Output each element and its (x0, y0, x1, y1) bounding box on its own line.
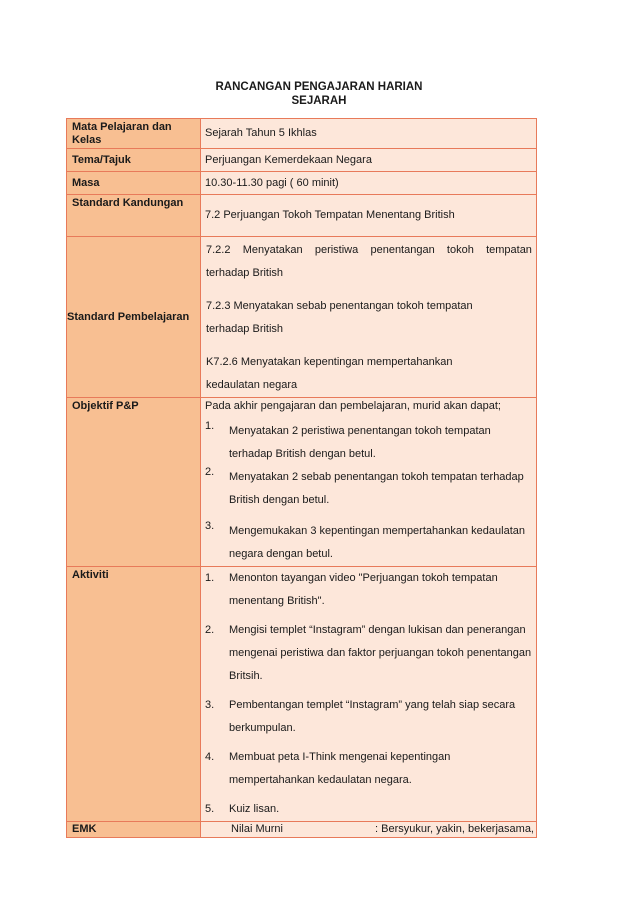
s1-word: 7.2.2 (206, 244, 231, 256)
row-activity (67, 567, 537, 822)
row-objective (67, 398, 537, 567)
list-item (205, 420, 532, 466)
item-text: Mengisi templet “Instagram” dengan lukisan dan penerangan mengenai peristiwa dan faktor perjuangan tokoh penentangan Britsih. (229, 624, 532, 682)
list-item (205, 466, 532, 512)
emk-label: EMK (67, 822, 201, 838)
item-text: Menyatakan 2 sebab penentangan tokoh tempatan terhadap British dengan betul. (229, 471, 524, 506)
item-number: 1. (205, 572, 215, 584)
time-value: 10.30-11.30 pagi ( 60 minit) (201, 172, 537, 195)
emk-key: Nilai Murni (231, 823, 283, 835)
subject-label: Mata Pelajaran dan Kelas (67, 119, 201, 149)
s1-word: Menyatakan (242, 244, 303, 256)
row-emk (67, 822, 537, 838)
item-number: 3. (205, 699, 215, 711)
title-line-2: SEJARAH (291, 95, 347, 107)
emk-text: : Bersyukur, yakin, bekerjasama, (375, 823, 534, 835)
item-number: 2. (205, 466, 215, 478)
list-item (205, 694, 532, 740)
title-line-1: RANCANGAN PENGAJARAN HARIAN (215, 81, 423, 93)
item-text: Menyatakan 2 peristiwa penentangan tokoh tempatan terhadap British dengan betul. (229, 425, 491, 460)
activity-label: Aktiviti (67, 567, 201, 822)
s1-word: tokoh (446, 244, 474, 256)
time-label: Masa (67, 172, 201, 195)
learning-standard-label: Standard Pembelajaran (67, 237, 201, 398)
lesson-plan-table (66, 118, 537, 838)
list-item (205, 520, 532, 566)
learning-standard-3-line-2: kedaulatan negara (206, 379, 298, 391)
item-number: 3. (205, 520, 215, 532)
learning-standard-2-line-2: terhadap British (206, 323, 284, 335)
list-item (205, 619, 532, 688)
objective-intro: Pada akhir pengajaran dan pembelajaran, murid akan dapat; (205, 400, 501, 412)
theme-value: Perjuangan Kemerdekaan Negara (201, 149, 537, 172)
item-text: Mengemukakan 3 kepentingan mempertahankan kedaulatan negara dengan betul. (229, 525, 525, 560)
list-item (205, 798, 532, 821)
item-text: Membuat peta I-Think mengenai kepentingan mempertahankan kedaulatan negara. (229, 751, 451, 786)
s1-word: tempatan (486, 244, 532, 256)
row-subject (67, 119, 537, 149)
activity-value (201, 567, 537, 822)
item-number: 2. (205, 624, 215, 636)
list-item (205, 567, 532, 613)
item-number: 1. (205, 420, 215, 432)
document-title (0, 80, 638, 108)
learning-standard-value (201, 237, 537, 398)
item-number: 4. (205, 751, 215, 763)
row-time (67, 172, 537, 195)
s1-word: peristiwa (314, 244, 359, 256)
list-item (205, 746, 532, 792)
s1-word: penentangan (370, 244, 435, 256)
objective-value (201, 398, 537, 567)
item-text: Pembentangan templet “Instagram” yang telah siap secara berkumpulan. (229, 699, 516, 734)
item-text: Menonton tayangan video "Perjuangan tokoh tempatan menentang British". (229, 572, 498, 607)
emk-value (201, 822, 537, 838)
learning-standard-2-line-1: 7.2.3 Menyatakan sebab penentangan tokoh tempatan (206, 300, 473, 312)
learning-standard-1-line-1 (201, 239, 532, 262)
row-content-standard (67, 195, 537, 237)
learning-standard-1-line-2: terhadap British (206, 267, 284, 279)
row-theme (67, 149, 537, 172)
row-learning-standard (67, 237, 537, 398)
item-number: 5. (205, 803, 215, 815)
content-standard-label: Standard Kandungan (67, 195, 201, 237)
activity-list (205, 567, 532, 821)
content-standard-value: 7.2 Perjuangan Tokoh Tempatan Menentang British (201, 195, 537, 237)
learning-standard-3-line-1: K7.2.6 Menyatakan kepentingan mempertahankan (206, 356, 453, 368)
item-text: Kuiz lisan. (229, 803, 280, 815)
subject-value: Sejarah Tahun 5 Ikhlas (201, 119, 537, 149)
objective-label: Objektif P&P (67, 398, 201, 567)
objective-list (205, 420, 532, 566)
theme-label: Tema/Tajuk (67, 149, 201, 172)
